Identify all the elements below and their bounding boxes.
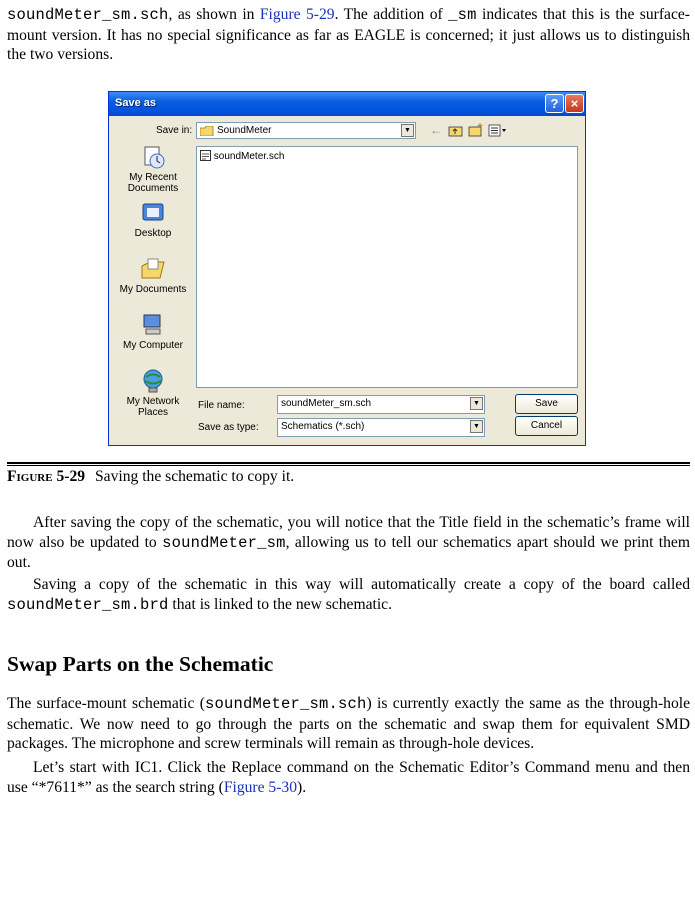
- chevron-down-icon[interactable]: ▼: [401, 124, 414, 137]
- save-as-type-value: Schematics (*.sch): [281, 421, 365, 432]
- file-name-label: File name:: [198, 400, 245, 411]
- save-in-value: SoundMeter: [217, 125, 272, 136]
- code-suffix: _sm: [448, 6, 477, 24]
- file-name-input[interactable]: [277, 395, 485, 414]
- save-as-type-dropdown[interactable]: [277, 418, 485, 437]
- figure-caption: [7, 468, 294, 486]
- save-as-type-label: Save as type:: [198, 422, 259, 433]
- save-in-label: Save in:: [156, 125, 193, 136]
- place-label: My Computer: [122, 340, 183, 351]
- intro-paragraph: [7, 5, 690, 65]
- desktop-icon: [140, 200, 166, 226]
- para1-text-2: , allowing us to tell our schematics apart should we print them out.: [7, 533, 690, 571]
- place-desktop[interactable]: [117, 200, 189, 239]
- save-as-dialog: [108, 91, 586, 446]
- place-label: My Documents: [119, 284, 187, 295]
- para1-text-1: After saving the copy of the schematic, you will notice that the Title field in the schematic’s frame will now also be updated to: [7, 514, 690, 551]
- caption-label: Figure 5-29: [7, 468, 86, 485]
- file-item[interactable]: [200, 150, 284, 162]
- chevron-down-icon[interactable]: ▼: [470, 420, 483, 433]
- figure-link[interactable]: Figure 5-30: [223, 778, 298, 796]
- up-folder-icon[interactable]: [448, 124, 464, 137]
- back-icon[interactable]: ←: [430, 123, 442, 137]
- place-label: My Network Places: [126, 396, 180, 418]
- schematic-file-icon: [200, 150, 211, 161]
- place-my-documents[interactable]: [117, 256, 189, 295]
- file-list[interactable]: [196, 146, 578, 388]
- code-filename: soundMeter_sm.sch: [7, 6, 169, 24]
- dialog-toolbar: [430, 123, 540, 139]
- file-item-label: soundMeter.sch: [213, 151, 285, 162]
- chevron-down-icon[interactable]: ▼: [470, 397, 483, 410]
- paragraph-board-copy: [7, 575, 690, 615]
- recent-documents-icon: [140, 144, 166, 170]
- save-in-dropdown[interactable]: [196, 122, 416, 139]
- paragraph-title-field: [7, 513, 690, 573]
- dialog-titlebar: [109, 92, 585, 116]
- dialog-title: Save as: [115, 97, 156, 109]
- section-heading: Swap Parts on the Schematic: [7, 652, 274, 676]
- caption-rule-thin: [7, 465, 690, 466]
- figure-link[interactable]: Figure 5-29: [259, 6, 335, 23]
- views-menu-icon[interactable]: [488, 124, 508, 137]
- code-soundmeter-sm: soundMeter_sm: [162, 533, 286, 552]
- place-recent-documents[interactable]: [117, 144, 189, 194]
- cancel-button[interactable]: Cancel: [515, 416, 578, 436]
- para2-text-2: that is linked to the new schematic.: [168, 595, 392, 613]
- close-button[interactable]: ×: [565, 94, 584, 113]
- my-documents-icon: [140, 256, 166, 282]
- file-name-value: soundMeter_sm.sch: [281, 398, 372, 409]
- place-label: Desktop: [134, 228, 172, 239]
- network-places-icon: [140, 368, 166, 394]
- code-board-file: soundMeter_sm.brd: [7, 595, 169, 614]
- para2-text-1: Saving a copy of the schematic in this way will automatically create a copy of the board called: [33, 576, 690, 593]
- para3-text-1: The surface-mount schematic (: [7, 695, 205, 712]
- caption-rule: [7, 462, 690, 464]
- my-computer-icon: [140, 312, 166, 338]
- place-label: My Recent Documents: [127, 172, 179, 194]
- para4-text-1: Let’s start with IC1. Click the Replace command on the Schematic Editor’s Command menu and then use “*7611*” as the search string (: [7, 759, 690, 796]
- para4-text-2: ).: [297, 778, 307, 796]
- paragraph-replace-ic1: [7, 758, 690, 797]
- para3-text-2: ) is currently exactly the same as the through-hole schematic. We now need to go through the parts on the schematic and swap them for equivalent SMD packages. The microphone and screw terminals will remain as through-hole devices.: [7, 695, 690, 752]
- intro-text-3: indicates that this is the surface-mount version. It has no special significance as far as EAGLE is concerned; it just allows us to distinguish the two versions.: [7, 6, 690, 63]
- code-schematic-file: soundMeter_sm.sch: [204, 695, 367, 713]
- save-button[interactable]: Save: [515, 394, 578, 414]
- help-button[interactable]: ?: [545, 94, 564, 113]
- intro-text-2: . The addition of: [334, 6, 449, 23]
- paragraph-surface-mount: [7, 694, 690, 754]
- place-my-computer[interactable]: [117, 312, 189, 351]
- place-my-network-places[interactable]: [117, 368, 189, 418]
- caption-text: Saving the schematic to copy it.: [94, 468, 295, 485]
- folder-icon: [200, 126, 214, 136]
- new-folder-icon[interactable]: [468, 123, 484, 137]
- intro-text-1: , as shown in: [168, 6, 260, 23]
